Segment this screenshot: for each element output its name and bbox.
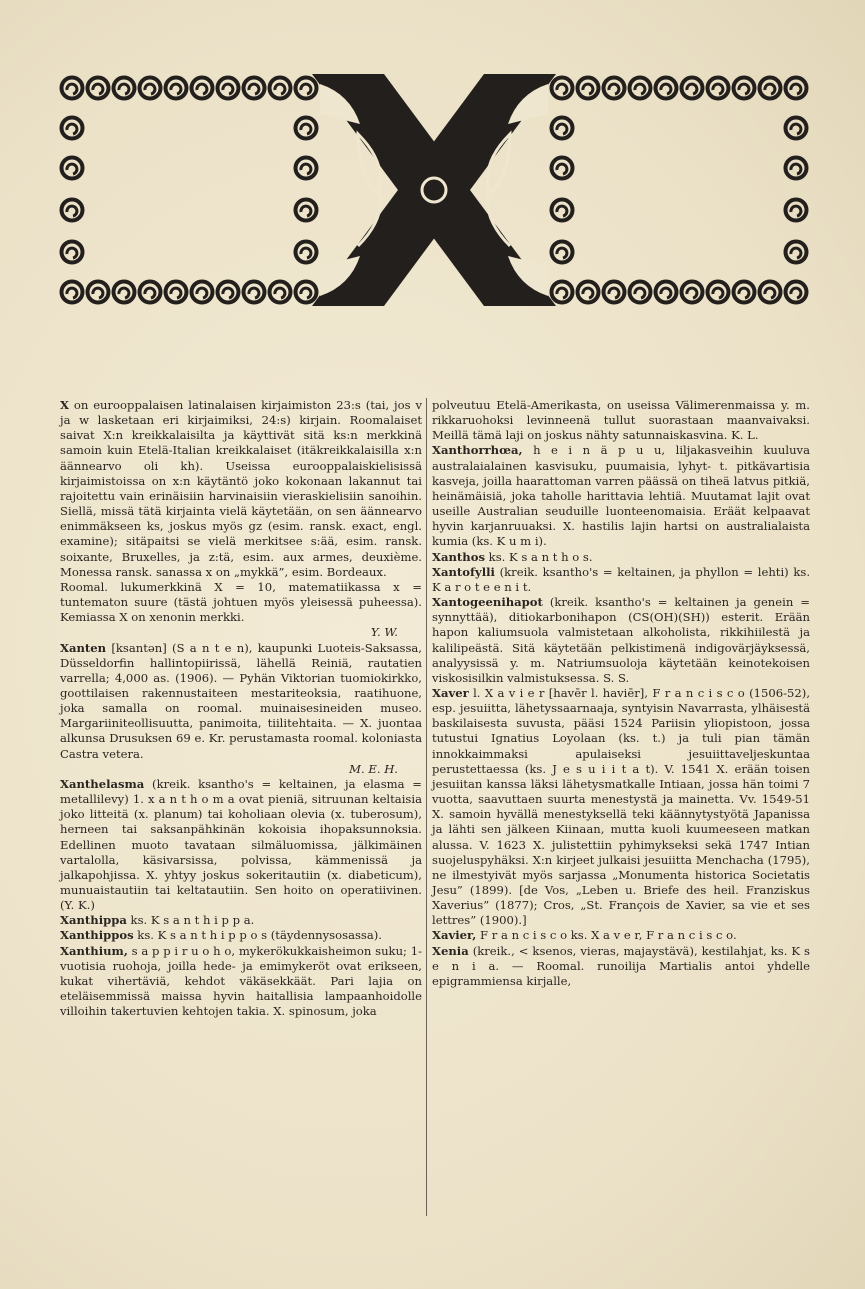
entry-body: s a p p i r u o h o, mykerökukkaisheimon suku; 1-vuotisia ruohoja, joilla hede- ja emimykeröt ovat erikseen, kukat vihertäviä, kehdot väkäsekkäät. Pari lajia on eteläisemmissä maissa hyvin haitallisia lampaanhoidolle villoihin takertuvien kehtojen takia. X. spinosum, joka [60,943,422,1019]
entry-headword: Xaver [432,685,469,700]
dictionary-entry [432,398,810,443]
entry-body: (kreik. ksantho's = keltainen, ja elasma = metallilevy) 1. x a n t h o m a ovat pieniä, sitruunan keltaisia joko litteitä (x. planum) tai koholiaan olevia (x. tuberosum), herneen tai saksanpähkinän kokoisia ihopaksunnoksia. Edellinen muoto tavataan silmäluomissa, jälkimäinen vartalolla, käsivarsissa, polvissa, kämmenissä ja jalkapohjissa. X. yhtyy joskus sokeritautiin (x. diabeticum), munuaistautiin tai keltatautiin. Sen hoito on operatiivinen. (Y. K.) [60,776,422,913]
entry-headword: X [60,398,69,412]
entry-body: on eurooppalaisen latinalaisen kirjaimiston 23:s (tai, jos v ja w lasketaan eri kirjaimiksi, 24:s) kirjain. Roomalaiset saivat X:n kreikkalaisilta ja käyttivät sitä ks:n merkkinä samoin kuin Etelä-Italian kreikkalaiset (itäkreikkalaisilla x:n äännearvo oli kh). Useissa eurooppalaiskielisissä kirjaimistoissa on x:n käytäntö joko kokonaan lakannut tai rajoitettu vain erinäisiin harvinaisiin vieraskielisiin sanoihin. Siellä, missä tätä kirjainta vielä käytetään, on sen äännearvo enimmäkseen ks, joskus myös gz (esim. ransk. exact, engl. examine); sitäpaitsi se vielä merkitsee s:ää, esim. ransk. soixante, Bruxelles, ja z:tä, esim. aux armes, deuxième. Monessa ransk. sanassa x on „mykkä”, esim. Bordeaux. [60,398,422,579]
right-scroll-frame [552,78,807,303]
entry-body: l. X a v i e r [havēr l. haviēr], F r a n c i s c o (1506-52), esp. jesuiitta, lähetyssaarnaaja, syntyisin Navarrasta, ylhäisestä baskilaisesta suvusta, pääsi 1524 Pariisin yliopistoon, jossa tutustui Ignatius Loyolaan (ks. t.) ja tuli pian tämän innokkaimmaksi apulaiseksi jesuiittaveljeskuntaa perustettaessa (ks. J e s u i i t a t). V. 1541 X. erään toisen jesuiitan kanssa läksi lähetysmatkalle Intiaan, jossa hän toimi 7 vuotta, saavuttaen suurta menestystä ja mainetta. Vv. 1549-51 X. samoin hyvällä menestyksellä teki käännytystyötä Japanissa ja lähti sen jälkeen Kiinaan, mutta kuoli kuumeeseen matkan alussa. V. 1623 X. julistettiin pyhimykseksi sekä 1747 Intian suojeluspyhäksi. X:n kirjeet julkaisi jesuiitta Menchacha (1795), ne ilmestyivät myös sarjassa „Monumenta historica Societatis Jesu” (1899). [de Vos, „Leben u. Briefe des heil. Franziskus Xaverius” (1877); Cros, „St. François de Xavier, sa vie et ses lettres” (1900).] [432,685,810,928]
author-signature: M. E. H. [349,761,398,776]
entry-headword: Xenia [432,943,469,958]
entry-body: Roomal. lukumerkkinä X = 10, matematiikassa x = tuntematon suure (tästä johtuen myös yleisessä puheessa). Kemiassa X on xenonin merkki. [60,579,422,625]
entry-body: (kreik. ksantho's = keltainen ja genein = synnyttää), ditiokarbonihapon (CS(OH)(SH)) esterit. Erään hapon kaliumsuola valmistetaan alkoholista, rikkihiilestä ja kalilipeästä. Sitä käytetään pelkistimenä indigovärjäyksessä, analyysissä y. m. Natriumsuoloja käytetään keinotekoisen viskosisilkin valmistuksessa. S. S. [432,595,810,685]
dictionary-entry [60,928,422,943]
dictionary-entry [60,641,422,762]
dictionary-entry [60,580,422,625]
dictionary-entry [60,398,422,580]
dictionary-entry [432,928,810,943]
dictionary-entry [432,944,810,989]
entry-headword: Xanthippa [60,913,127,928]
dictionary-entry [432,565,810,595]
ornament-svg [58,74,810,306]
left-text-column [60,398,422,1019]
dictionary-entry [432,443,810,549]
dictionary-entry [432,550,810,565]
entry-body: h e i n ä p u u, liljakasveihin kuuluva australaialainen kasvisuku, puumaisia, lyhyt- t. pitkävartisia kasveja, joilla haarattoman varren päässä on tiheä latvus pitkiä, heinämäisiä, joka taholle harittavia lehtiä. Muutamat lajit ovat useille Australian seuduille luonteenomaisia. Eräät kelpaavat hyvin karjanruuaksi. X. hastilis lajin hartsi on australialaista kumia (ks. K u m i). [432,443,810,549]
entry-body: ks. K s a n t h i p p a. [126,913,255,928]
entry-headword: Xanthelasma [60,776,145,791]
central-ornamental-x [312,74,556,306]
entry-headword: Xanthium, [60,943,128,958]
dictionary-entry [60,913,422,928]
entry-body: ks. K s a n t h o s. [484,549,593,564]
entry-body: F r a n c i s c o ks. X a v e r, F r a n c i s c o. [476,928,737,943]
author-signature: Y. W. [370,625,398,640]
entry-headword: Xanten [60,640,107,655]
column-divider [426,398,427,1216]
entry-body: [ksantən] (S a n t e n), kaupunki Luoteis-Saksassa, Düsseldorfin hallintopiirissä, lähellä Reiniä, rautatien varrella; 4,000 as. (1906). — Pyhän Viktorian tuomiokirkko, goottilaisen rakennustaiteen mestariteoksia, raatihuone, joka samalla on roomal. muinaisesineiden museo. Margariiniteollisuutta, panimoita, tiilitehtaita. — X. juontaa alkunsa Drusuksen 69 e. Kr. perustamasta roomal. koloniasta Castra vetera. [60,640,422,761]
right-text-column [432,398,810,989]
entry-headword: Xantogeenihapot [432,595,543,610]
entry-body: (kreik., < ksenos, vieras, majaystävä), kestilahjat, ks. K s e n i a. — Roomal. runoilija Martialis antoi yhdelle epigrammiensa kirjalle, [432,943,810,988]
entry-headword: Xanthippos [60,928,134,943]
entry-body: (kreik. ksantho's = keltainen, ja phyllon = lehti) ks. K a r o t e e n i t. [432,564,810,594]
entry-headword: Xavier, [432,928,477,943]
ornamental-initial-header [58,74,810,306]
dictionary-entry [60,944,422,1020]
entry-body: ks. K s a n t h i p p o s (täydennysosassa). [133,928,382,943]
entry-headword: Xantofylli [432,564,495,579]
entry-headword: Xanthos [432,549,485,564]
entry-headword: Xanthorrhœa, [432,443,523,458]
dictionary-entry [432,595,810,686]
dictionary-entry [432,686,810,929]
left-scroll-frame [62,78,317,303]
entry-body: polveutuu Etelä-Amerikasta, on useissa Välimerenmaissa y. m. rikkaruohoksi levinneenä tullut suorastaan maanvaivaksi. Meillä tämä laji on joskus nähty satunnaiskasvina. K. L. [432,398,810,443]
dictionary-entry [60,777,422,913]
